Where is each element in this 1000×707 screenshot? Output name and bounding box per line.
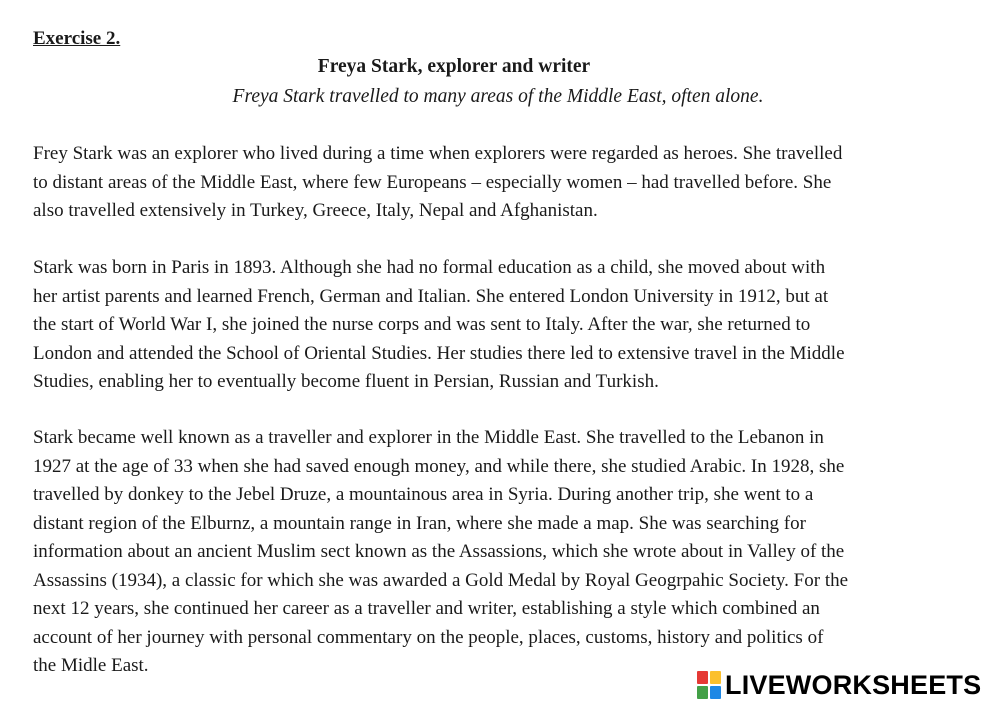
article-subtitle: Freya Stark travelled to many areas of the Middle East, often alone. [232, 86, 764, 107]
text-line: information about an ancient Muslim sect known as the Assassions, which she wrote about in Valley of the [33, 541, 845, 562]
exercise-heading: Exercise 2. [33, 28, 121, 49]
text-line: Frey Stark was an explorer who lived during a time when explorers were regarded as heroes. She travelled [33, 143, 843, 164]
liveworksheets-logo [697, 670, 981, 700]
article-title: Freya Stark, explorer and writer [317, 56, 591, 77]
text-line: Stark was born in Paris in 1893. Although she had no formal education as a child, she moved about with [33, 257, 826, 278]
text-line: Assassins (1934), a classic for which she was awarded a Gold Medal by Royal Geogrpahic Society. For the [33, 569, 849, 591]
text-line: London and attended the School of Oriental Studies. Her studies there led to extensive travel in the Middle [33, 342, 845, 364]
text-line: 1927 at the age of 33 when she had saved enough money, and while there, she studied Arabic. In 1928, she [33, 455, 845, 477]
text-line: travelled by donkey to the Jebel Druze, a mountainous area in Syria. During another trip, she went to a [33, 484, 814, 505]
text-line: Studies, enabling her to eventually become fluent in Persian, Russian and Turkish. [33, 371, 659, 392]
text-line: the start of World War I, she joined the nurse corps and was sent to Italy. After the war, she returned to [33, 314, 811, 335]
text-line: distant region of the Elburnz, a mountain range in Iran, where she made a map. She was searching for [33, 512, 806, 534]
liveworksheets-logo-icon [697, 671, 721, 699]
paragraph-3 [33, 424, 848, 681]
text-line: also travelled extensively in Turkey, Greece, Italy, Nepal and Afghanistan. [33, 200, 598, 221]
watermark-text: LIVEWORKSHEETS [725, 670, 982, 700]
text-line: Stark became well known as a traveller and explorer in the Middle East. She travelled to the Lebanon in [33, 427, 824, 448]
text-line: her artist parents and learned French, German and Italian. She entered London University in 1912, but at [33, 285, 829, 307]
text-line: next 12 years, she continued her career as a traveller and writer, establishing a style which combined an [33, 598, 820, 619]
paragraph-1 [33, 140, 842, 226]
text-line: account of her journey with personal commentary on the people, places, customs, history and politics of [33, 626, 824, 648]
text-line: to distant areas of the Middle East, where few Europeans – especially women – had travelled before. She [33, 171, 832, 193]
text-line: the Midle East. [33, 655, 149, 676]
paragraph-2 [33, 254, 845, 397]
